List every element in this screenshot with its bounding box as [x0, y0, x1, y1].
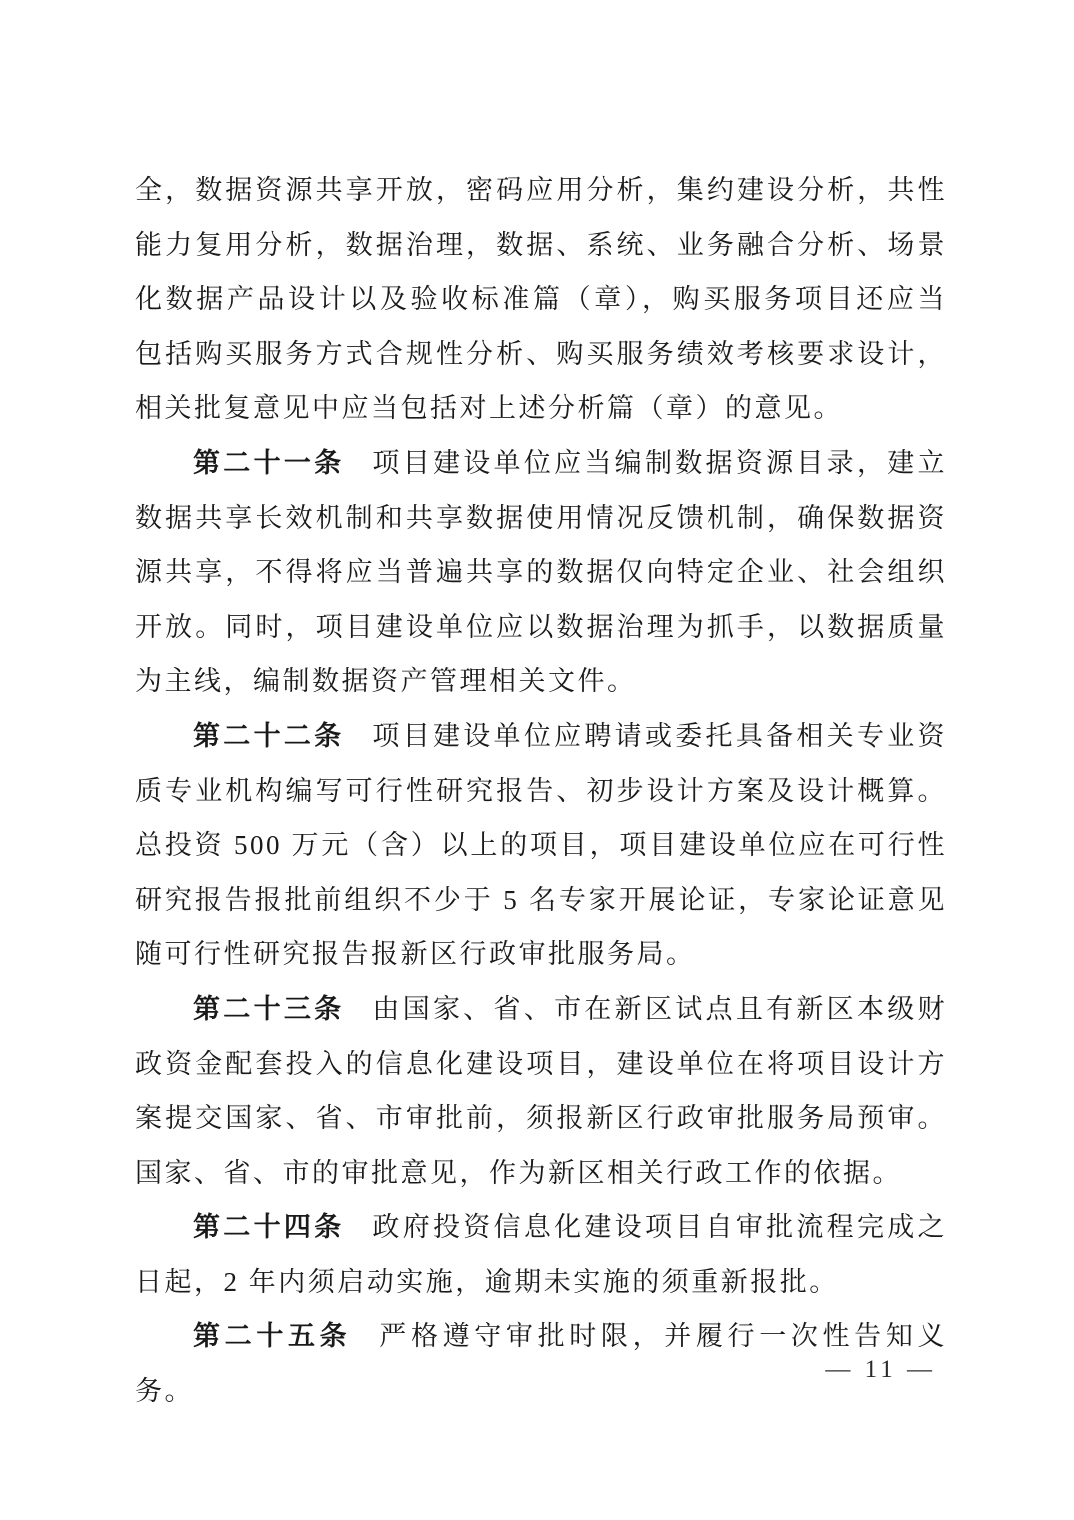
- paragraph: [135, 436, 947, 709]
- paragraph-text: 严格遵守审批时限，并履行一次性告知义务。: [135, 1321, 948, 1407]
- article-number-label: 第二十二条: [193, 720, 345, 751]
- paragraph-text: 项目建设单位应聘请或委托具备相关专业资质专业机构编写可行性研究报告、初步设计方案及设计概算。总投资 500 万元（含）以上的项目，项目建设单位应在可行性研究报告报批前组织不少于 5 名专家开展论证，专家论证意见随可行性研究报告报新区行政审批服务局。: [135, 720, 948, 970]
- paragraph: [135, 709, 947, 982]
- paragraph: [135, 163, 947, 436]
- paragraph-text: 项目建设单位应当编制数据资源目录，建立数据共享长效机制和共享数据使用情况反馈机制，确保数据资源共享，不得将应当普遍共享的数据仅向特定企业、社会组织开放。同时，项目建设单位应以数据治理为抓手，以数据质量为主线，编制数据资产管理相关文件。: [135, 447, 948, 697]
- paragraph-text: 由国家、省、市在新区试点且有新区本级财政资金配套投入的信息化建设项目，建设单位在将项目设计方案提交国家、省、市审批前，须报新区行政审批服务局预审。国家、省、市的审批意见，作为新区相关行政工作的依据。: [135, 993, 948, 1188]
- article-number-label: 第二十三条: [193, 993, 345, 1024]
- article-number-label: 第二十一条: [193, 447, 345, 478]
- paragraph: [135, 1200, 947, 1309]
- paragraph: [135, 982, 947, 1200]
- page-number: — 11 —: [825, 1356, 936, 1383]
- paragraph-text: 全，数据资源共享开放，密码应用分析，集约建设分析，共性能力复用分析，数据治理，数据、系统、业务融合分析、场景化数据产品设计以及验收标准篇（章），购买服务项目还应当包括购买服务方式合规性分析、购买服务绩效考核要求设计，相关批复意见中应当包括对上述分析篇（章）的意见。: [135, 175, 947, 424]
- document-body: [135, 163, 947, 1419]
- paragraph-text: 政府投资信息化建设项目自审批流程完成之日起，2 年内须启动实施，逾期未实施的须重新报批。: [135, 1212, 948, 1297]
- article-number-label: 第二十五条: [193, 1321, 352, 1352]
- article-number-label: 第二十四条: [193, 1212, 345, 1243]
